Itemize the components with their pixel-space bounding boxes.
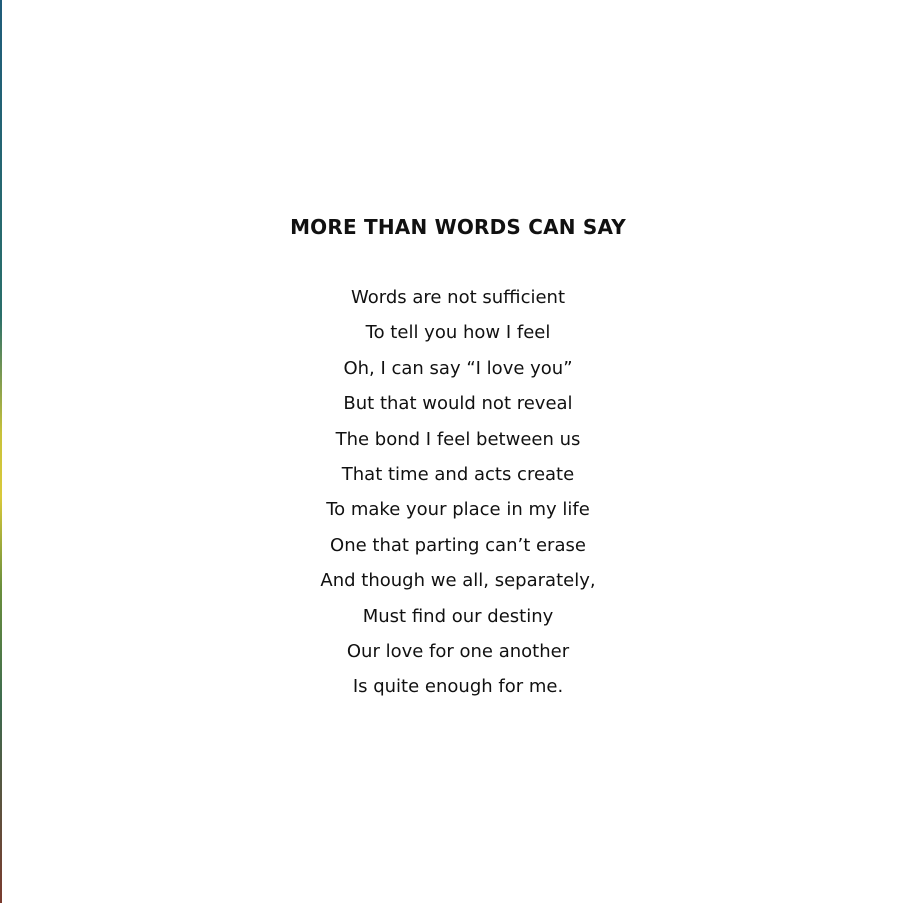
poem-line: To make your place in my life bbox=[326, 499, 590, 521]
poem-line: One that parting can’t erase bbox=[330, 534, 586, 556]
poem-line: Is quite enough for me. bbox=[352, 676, 564, 698]
poem-line: Oh, I can say “I love you” bbox=[343, 357, 573, 379]
poem-line: But that would not reveal bbox=[343, 393, 573, 415]
poem-line: And though we all, separately, bbox=[320, 570, 596, 592]
poem-line: Words are not sufficient bbox=[350, 287, 566, 308]
poem-line: Our love for one another bbox=[346, 640, 570, 662]
poem-line: Must find our destiny bbox=[362, 605, 554, 627]
poem-line: That time and acts create bbox=[341, 463, 575, 485]
poem-lines bbox=[0, 280, 903, 705]
poem bbox=[0, 210, 903, 705]
poem-line: The bond I feel between us bbox=[335, 428, 581, 450]
poem-line: To tell you how I feel bbox=[365, 322, 551, 344]
poem-title: MORE THAN WORDS CAN SAY bbox=[290, 215, 626, 239]
